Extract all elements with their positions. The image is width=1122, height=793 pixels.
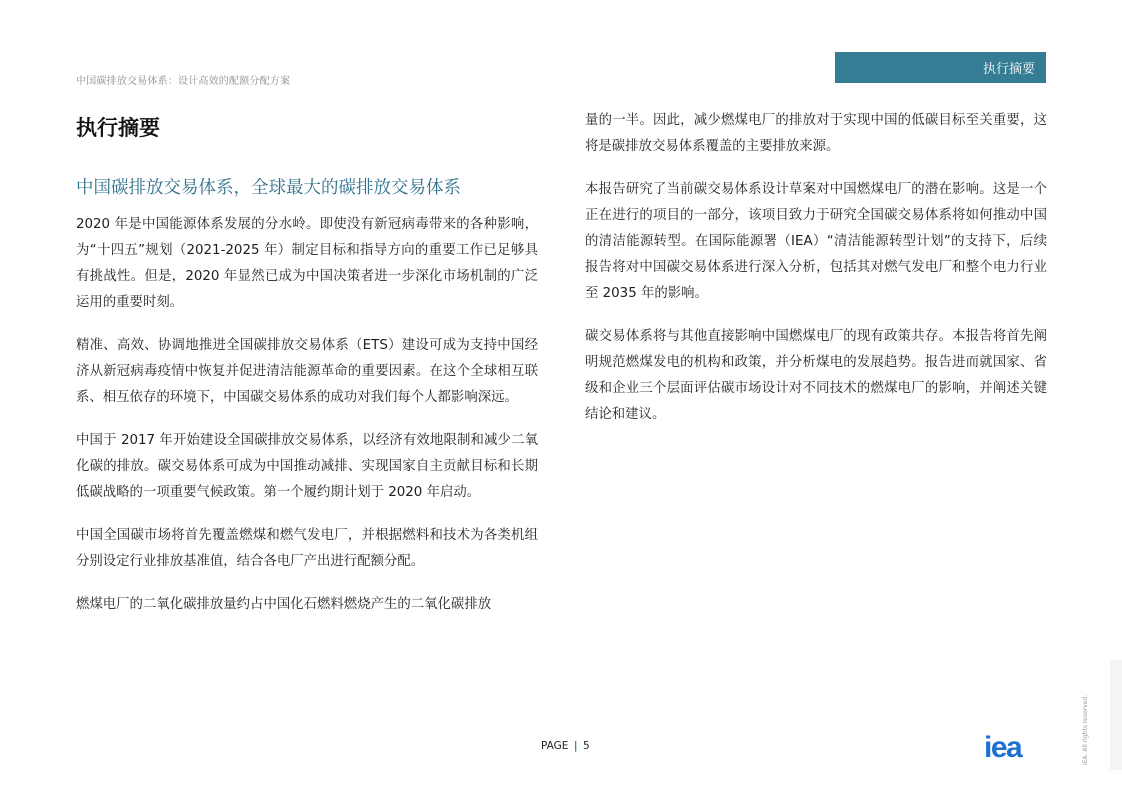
section-tab <box>835 52 1046 83</box>
paragraph: 碳交易体系将与其他直接影响中国燃煤电厂的现有政策共存。本报告将首先阐明规范燃煤发电的机构和政策，并分析煤电的发展趋势。报告进而就国家、省级和企业三个层面评估碳市场设计对不同技术的燃煤电厂的影响，并阐述关键结论和建议。 <box>585 329 1047 422</box>
paragraph: 本报告研究了当前碳交易体系设计草案对中国燃煤电厂的潜在影响。这是一个正在进行的项目的一部分，该项目致力于研究全国碳交易体系将如何推动中国的清洁能源转型。在国际能源署（IEA）“清洁能源转型计划”的支持下，后续报告将对中国碳交易体系进行深入分析，包括其对燃气发电厂和整个电力行业至 2035 年的影响。 <box>585 182 1047 301</box>
paragraph: 2020 年是中国能源体系发展的分水岭。即使没有新冠病毒带来的各种影响，为“十四五”规划（2021-2025 年）制定目标和指导方向的重要工作已足够具有挑战性。但是，2020 年显然已成为中国决策者进一步深化市场机制的广泛运用的重要时刻。 <box>76 217 538 310</box>
page-separator: | <box>573 740 578 752</box>
section-subheading: 中国碳排放交易体系，全球最大的碳排放交易体系 <box>76 178 461 198</box>
iea-logo-icon <box>984 734 1046 760</box>
page-title: 执行摘要 <box>76 116 160 140</box>
paragraph: 中国于 2017 年开始建设全国碳排放交易体系，以经济有效地限制和减少二氧化碳的排放。碳交易体系可成为中国推动减排、实现国家自主贡献目标和长期低碳战略的一项重要气候政策。第一个履约期计划于 2020 年启动。 <box>76 433 538 500</box>
paragraph: 燃煤电厂的二氧化碳排放量约占中国化石燃料燃烧产生的二氧化碳排放 <box>76 597 492 612</box>
paragraph: 量的一半。因此，减少燃煤电厂的排放对于实现中国的低碳目标至关重要，这将是碳排放交易体系覆盖的主要排放来源。 <box>585 113 1047 154</box>
page-label: PAGE <box>541 740 569 752</box>
paragraph: 精准、高效、协调地推进全国碳排放交易体系（ETS）建设可成为支持中国经济从新冠病毒疫情中恢复并促进清洁能源革命的重要因素。在这个全球相互联系、相互依存的环境下，中国碳交易体系的成功对我们每个人都影响深远。 <box>76 338 538 405</box>
paragraph: 中国全国碳市场将首先覆盖燃煤和燃气发电厂，并根据燃料和技术为各类机组分别设定行业排放基准值，结合各电厂产出进行配额分配。 <box>76 528 538 569</box>
page-number <box>541 740 590 752</box>
page-number-value: 5 <box>582 740 590 752</box>
iea-logo-text: iea <box>984 734 1022 760</box>
right-column <box>585 108 1047 445</box>
edge-decoration <box>1110 660 1122 770</box>
section-tab-label: 执行摘要 <box>982 62 1035 77</box>
rights-notice: IEA. All rights reserved. <box>1082 694 1089 765</box>
left-column <box>76 108 538 635</box>
running-header-title: 中国碳排放交易体系：设计高效的配额分配方案 <box>76 76 291 87</box>
